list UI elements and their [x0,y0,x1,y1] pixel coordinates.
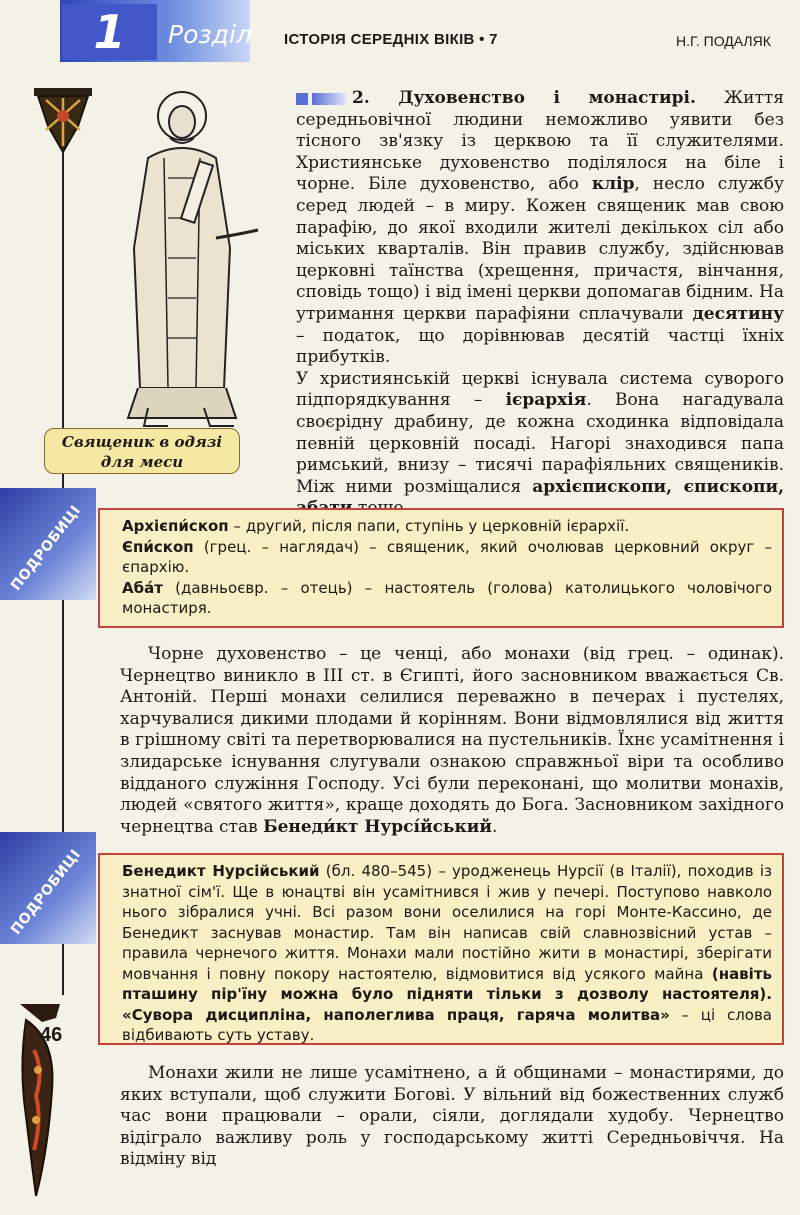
details-side-tab-2 [0,832,96,944]
details-tab-label-2: ПОДРОБИЦІ [8,846,85,938]
term-hierarchy: ієрархія [505,390,587,411]
glossary-entry-bishop: Єпи́скоп (грец. – наглядач) – священик, який очолював церковний округ – єпархію. [122,537,772,576]
book-author: Н.Г. ПОДАЛЯК [676,33,771,49]
book-title: ІСТОРІЯ СЕРЕДНІХ ВІКІВ • 7 [284,31,498,48]
glossary-box-terms [98,508,784,628]
section-marker-icon [296,93,308,105]
caption-line-2: для меси [100,453,184,471]
term-ranks: архієпископи, єпископи, [532,476,784,497]
section-paragraph-2: У християнській церкві існувала система суворого підпорядкування – ієрархія. Вона нагадувала своєрідну драбину, де кожна сходинка відповідала певній церковній посаді. Нагорі знаходився папа римський, внизу – тисячі парафіяльних священиків. Між ними розміщалися архієпископи, єпископи, [296,369,784,520]
term-benedict: Бенеди́кт Нурсі́йський [263,816,492,837]
figure-caption [44,428,240,474]
glossary-box-benedict: Бенедикт Нурсійський (бл. 480–545) – уродженець Нурсії (в Італії), походив із знатної сім'ї. Ще в юнацтві він усамітнився і жив у печері. Поступово навколо нього зібралися учні. Всі разом вони оселилися на горі Монте-Кассино, де Бенедикт заснував монастир. Там він написав свій славнозвісний устав – правила чернечого життя. Монахи мали постійно жити в монастирі, зберігати мовчання і повну покору настоятелю, відмовитися від усякого майна (навіть пташину пір'їну можна було підняти тільки з дозволу настоятеля). «Сувора дисципліна, наполеглива праця, гаряча молитва» – ці слова відбивають суть уставу. [98,853,784,1045]
section-paragraph-1: 2. Духовенство і монастирі. Життя середньовічної людини неможливо уявити без тісного зв'язку із церквою та її служителями. Християнське духовенство поділялося на біле і чорне. Біле духовенство, або клір, несло службу серед людей – в миру. Кожен священик мав свою парафію, до якої входили жителі декількох сіл або міських кварталів. Він правив службу, здійснював церковні таїнства (хрещення, причастя, вінчання, сповідь тощо) і від імені церкви допомагав бідним. На утримання церкви парафіяни сплачували десятину – податок, що дорівнював десятій частці їхніх прибутків. [296,88,784,368]
priest-illustration [108,88,270,430]
benedict-quote: (навіть пташину пір'їну можна було підняти тільки з дозволу настоятеля). «Сувора дисципліна, наполеглива праця, гаряча молитва» [122,964,772,1024]
communities-paragraph: Монахи жили не лише усамітнено, а й общинами – монастирями, до яких вступали, щоб служити Богові. У вільний від божественних служб час вони працювали – орали, сіяли, доглядали худобу. Чернецтво відіграло важливу роль у господарському житті Середньовіччя. На відміну від [120,1063,784,1170]
benedict-name: Бенедикт Нурсійський [122,862,320,880]
glossary-entry-archbishop: Архієпи́скоп – другий, після папи, ступінь у церковній ієрархії. [122,517,630,535]
section-text [296,88,784,520]
section-heading: 2. Духовенство і монастирі. [352,88,696,108]
chapter-label: Розділ [168,20,252,49]
term-klir: клір [591,174,635,195]
term-tithe: десятину [692,303,784,324]
section-marker-gradient [312,93,346,105]
ornament-icon [30,86,96,156]
caption-line-1: Священик в одязі [61,433,223,451]
page-number: 46 [40,1024,63,1046]
monks-paragraph: Чорне духовенство – це ченці, або монахи (від грец. – одинак). Чернецтво виникло в III ст. в Єгипті, його засновником вважається Св. Антоній. Перші монахи селилися переважно в печерах і пустелях, харчувалися дикими плодами й корінням. Вони відмовлялися від життя в грішному світі та перетворювалися на пустельників. Їхнє усамітнення і злидарське існування слугували ознакою справжньої віри та особливо відданого служіння Господу. Усі були переконані, що молитви монахів, людей «святого життя», краще доходять до Бога. Засновником західного чернецтва став Бенеди́кт Нурсі́йський. [120,644,784,837]
chapter-number: 1 [62,4,157,60]
glossary-entry-abbot: Аба́т (давньоєвр. – отець) – настоятель (голова) католицького чоловічого монастиря. [122,578,772,617]
details-tab-label: ПОДРОБИЦІ [8,502,85,594]
details-side-tab [0,488,96,600]
